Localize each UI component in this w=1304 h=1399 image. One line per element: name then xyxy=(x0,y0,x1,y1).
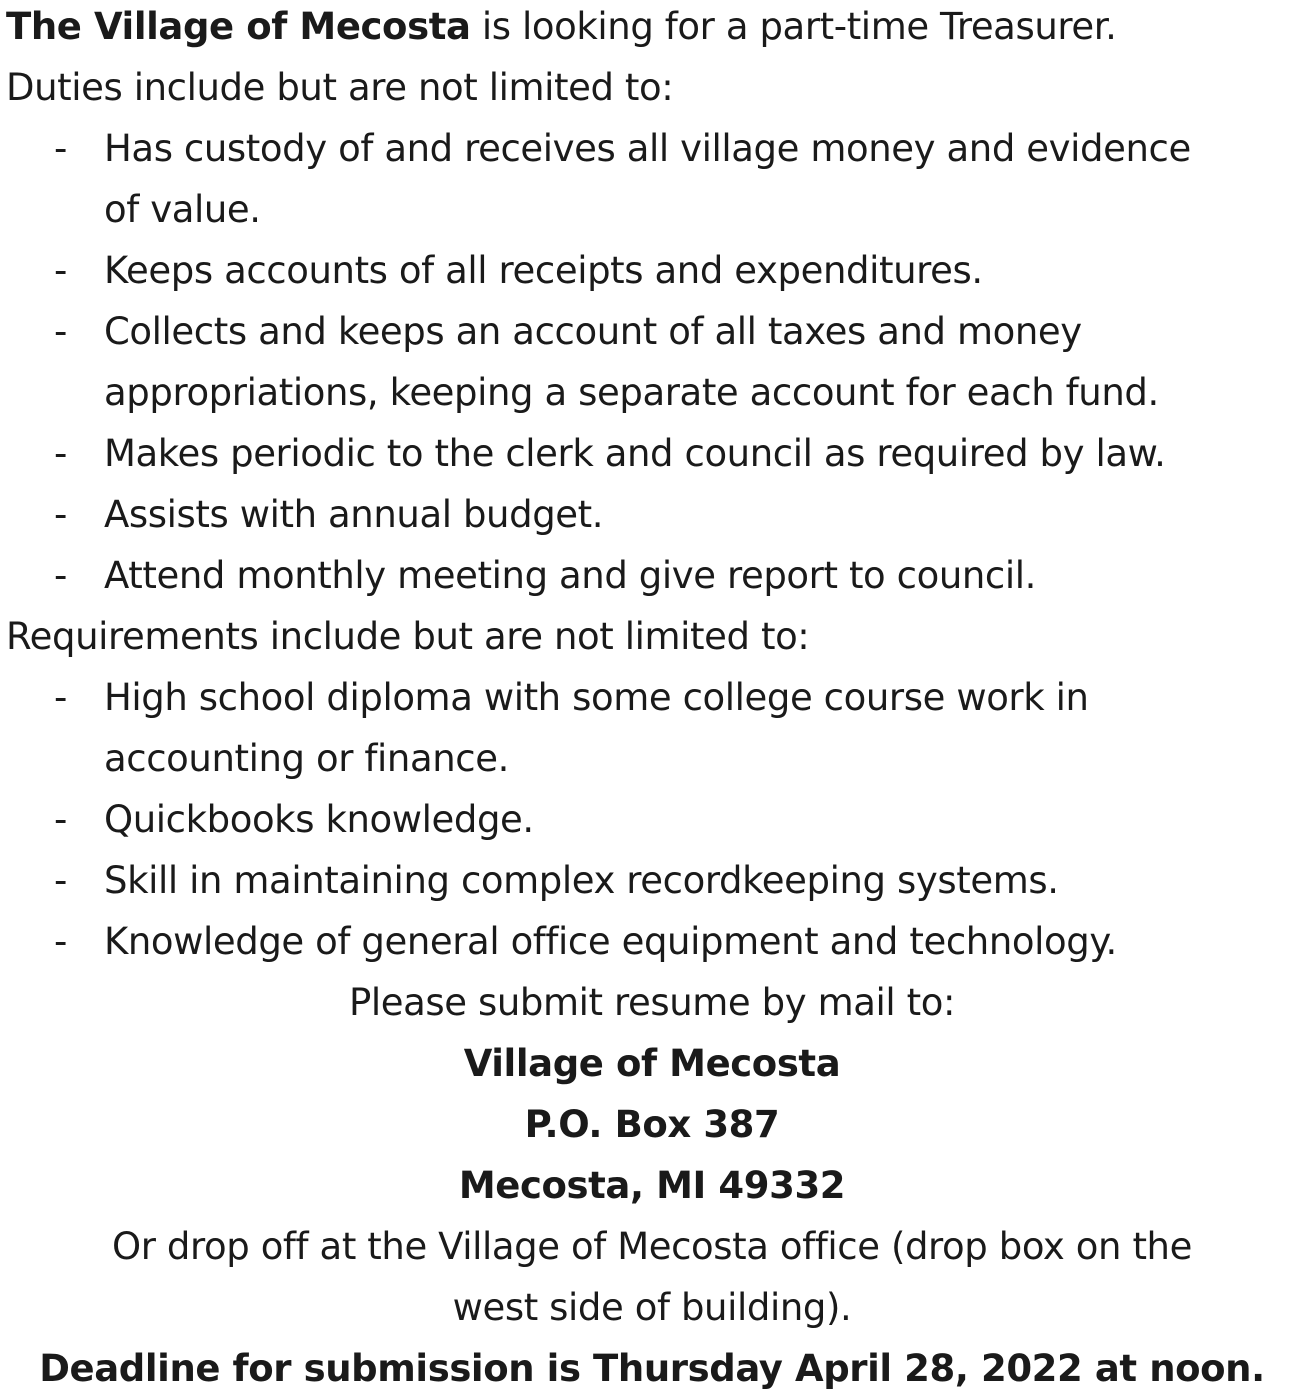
requirement-item xyxy=(6,667,1298,789)
list-dash: - xyxy=(54,432,67,475)
duties-list xyxy=(6,118,1298,606)
list-dash: - xyxy=(54,310,67,353)
list-dash: - xyxy=(54,920,67,963)
duty-item xyxy=(6,423,1298,484)
duty-item xyxy=(6,118,1298,240)
duty-item xyxy=(6,240,1298,301)
dropoff-line-2: west side of building). xyxy=(452,1286,852,1329)
list-dash: - xyxy=(54,676,67,719)
address-name: Village of Mecosta xyxy=(463,1042,841,1085)
requirement-text-line1: Skill in maintaining complex recordkeeping systems. xyxy=(104,859,1059,902)
list-dash: - xyxy=(54,554,67,597)
list-dash: - xyxy=(54,127,67,170)
duty-text-line1: Has custody of and receives all village money and evidence xyxy=(104,127,1191,170)
list-dash: - xyxy=(54,859,67,902)
duty-text-line1: Attend monthly meeting and give report to council. xyxy=(104,554,1036,597)
duty-item xyxy=(6,301,1298,423)
requirements-heading: Requirements include but are not limited to: xyxy=(6,615,810,658)
requirement-text-line1: Knowledge of general office equipment and technology. xyxy=(104,920,1117,963)
requirement-text-line2: accounting or finance. xyxy=(104,737,509,780)
list-dash: - xyxy=(54,798,67,841)
intro-text: is looking for a part-time Treasurer. xyxy=(470,5,1117,48)
duty-text-line2: appropriations, keeping a separate account for each fund. xyxy=(104,371,1159,414)
submission-instruction: Please submit resume by mail to: xyxy=(348,981,956,1024)
deadline: Deadline for submission is Thursday April 28, 2022 at noon. xyxy=(39,1347,1265,1390)
requirement-item xyxy=(6,850,1298,911)
requirement-item xyxy=(6,789,1298,850)
list-dash: - xyxy=(54,493,67,536)
duty-text-line1: Collects and keeps an account of all taxes and money xyxy=(104,310,1082,353)
address-city-state-zip: Mecosta, MI 49332 xyxy=(458,1164,846,1207)
requirements-list xyxy=(6,667,1298,972)
requirement-text-line1: High school diploma with some college course work in xyxy=(104,676,1089,719)
requirement-text-line1: Quickbooks knowledge. xyxy=(104,798,534,841)
address-po-box: P.O. Box 387 xyxy=(524,1103,780,1146)
duty-text-line2: of value. xyxy=(104,188,261,231)
duty-text-line1: Makes periodic to the clerk and council as required by law. xyxy=(104,432,1166,475)
org-name: The Village of Mecosta xyxy=(6,5,471,48)
duty-item xyxy=(6,545,1298,606)
duties-heading: Duties include but are not limited to: xyxy=(6,66,674,109)
dropoff-line-1: Or drop off at the Village of Mecosta office (drop box on the xyxy=(112,1225,1192,1268)
list-dash: - xyxy=(54,249,67,292)
intro-line xyxy=(6,0,1298,57)
duty-text-line1: Keeps accounts of all receipts and expenditures. xyxy=(104,249,983,292)
duty-text-line1: Assists with annual budget. xyxy=(104,493,604,536)
duty-item xyxy=(6,484,1298,545)
requirement-item xyxy=(6,911,1298,972)
